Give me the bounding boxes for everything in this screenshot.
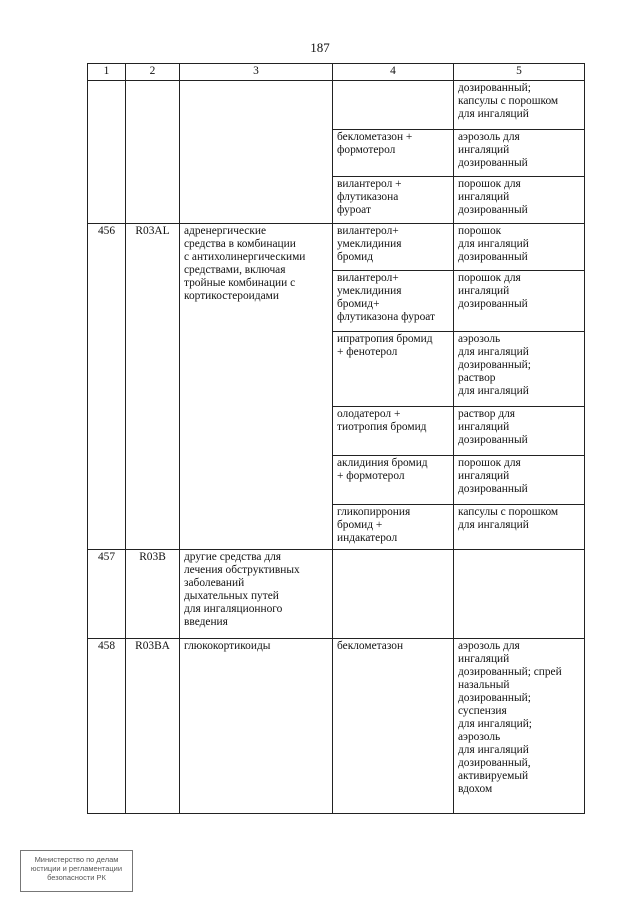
header-col-5: 5	[454, 64, 585, 81]
form-cell: порошок для ингаляций дозированный	[454, 271, 585, 332]
num-cell: 457	[88, 550, 126, 639]
drug-classification-table	[87, 63, 585, 814]
drug-cell: олодатерол + тиотропия бромид	[333, 407, 454, 456]
form-cell: аэрозоль для ингаляций дозированный; спрей назальный дозированный; суспензия для ингаляций; аэрозоль для ингаляций дозированный, активируемый вдохом	[454, 639, 585, 814]
drug-cell: вилантерол+ умеклидиния бромид+ флутиказона фуроат	[333, 271, 454, 332]
drug-cell: беклометазон	[333, 639, 454, 814]
form-cell	[454, 550, 585, 639]
table-row	[88, 639, 585, 814]
drug-cell: вилантерол + флутиказона фуроат	[333, 177, 454, 224]
form-cell: аэрозоль для ингаляций дозированный; раствор для ингаляций	[454, 332, 585, 407]
code-cell: R03B	[126, 550, 180, 639]
form-cell: аэрозоль для ингаляций дозированный	[454, 130, 585, 177]
table-row	[88, 81, 585, 130]
drug-cell: беклометазон + формотерол	[333, 130, 454, 177]
header-col-2: 2	[126, 64, 180, 81]
group-cell: глюкокортикоиды	[180, 639, 333, 814]
drug-cell	[333, 550, 454, 639]
form-cell: капсулы с порошком для ингаляций	[454, 505, 585, 550]
header-col-3: 3	[180, 64, 333, 81]
drug-cell: аклидиния бромид + формотерол	[333, 456, 454, 505]
group-cell: другие средства для лечения обструктивных заболеваний дыхательных путей для ингаляционного введения	[180, 550, 333, 639]
drug-cell: гликопиррония бромид + индакатерол	[333, 505, 454, 550]
drug-cell	[333, 81, 454, 130]
num-cell: 458	[88, 639, 126, 814]
table-row	[88, 550, 585, 639]
drug-cell: ипратропия бромид + фенотерол	[333, 332, 454, 407]
num-cell	[88, 81, 126, 224]
form-cell: порошок для ингаляций дозированный	[454, 224, 585, 271]
registration-stamp: Министерство по делам юстиции и регламентации безопасности РК	[20, 850, 133, 892]
form-cell: дозированный; капсулы с порошком для ингаляций	[454, 81, 585, 130]
form-cell: порошок для ингаляций дозированный	[454, 177, 585, 224]
header-col-1: 1	[88, 64, 126, 81]
form-cell: раствор для ингаляций дозированный	[454, 407, 585, 456]
header-col-4: 4	[333, 64, 454, 81]
group-cell: адренергические средства в комбинации с антихолинергическими средствами, включая тройные комбинации с кортикостероидами	[180, 224, 333, 550]
page-number: 187	[310, 40, 330, 55]
table-row	[88, 224, 585, 271]
code-cell: R03BA	[126, 639, 180, 814]
group-cell	[180, 81, 333, 224]
num-cell: 456	[88, 224, 126, 550]
table-header-row	[88, 64, 585, 81]
code-cell	[126, 81, 180, 224]
drug-cell: вилантерол+ умеклидиния бромид	[333, 224, 454, 271]
code-cell: R03AL	[126, 224, 180, 550]
form-cell: порошок для ингаляций дозированный	[454, 456, 585, 505]
